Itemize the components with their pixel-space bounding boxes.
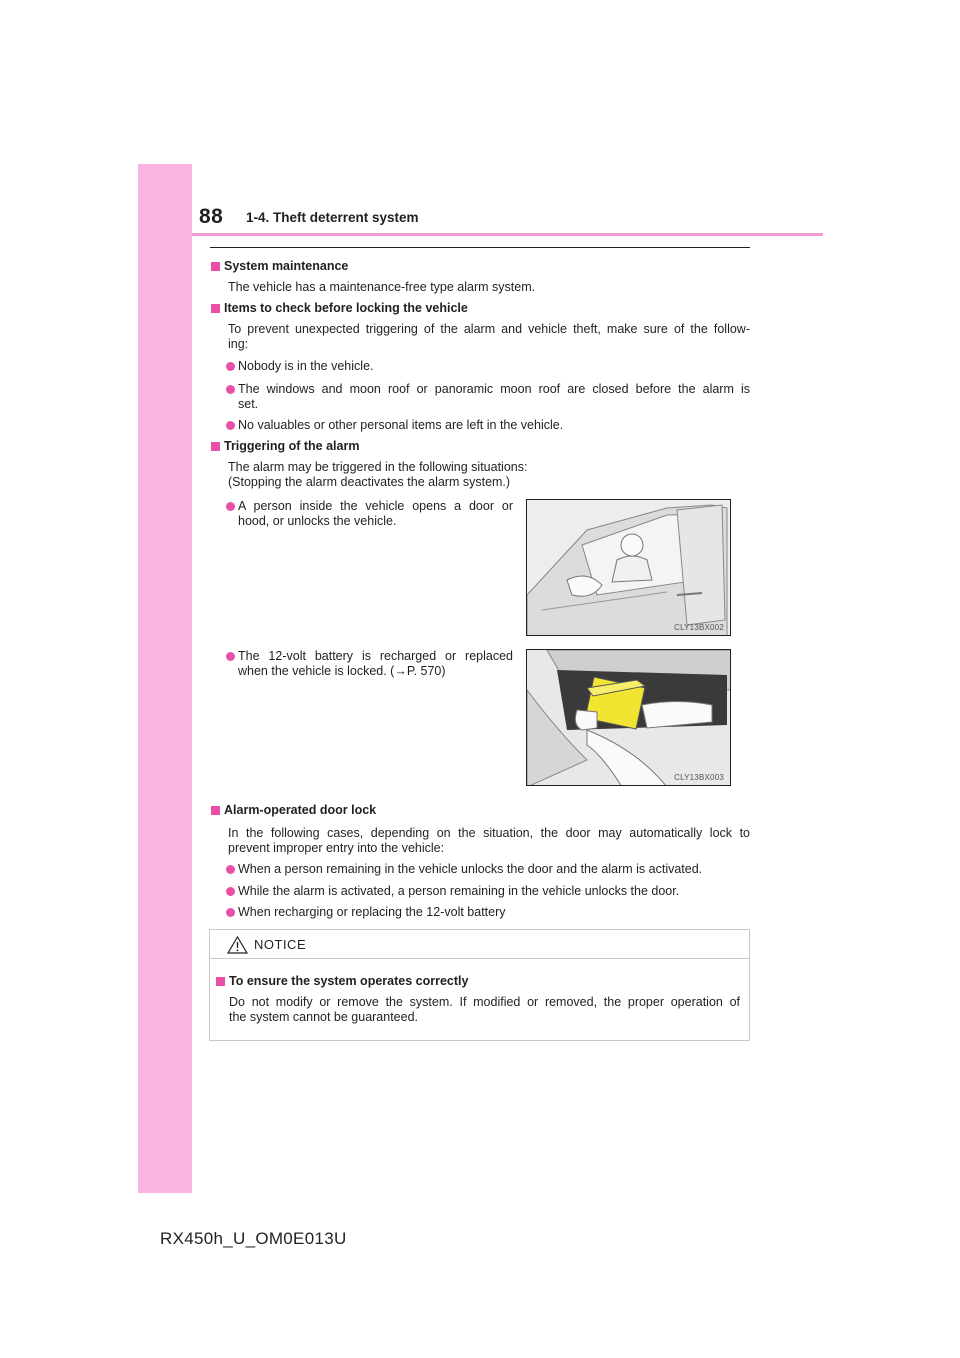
page-number: 88 [199,205,224,228]
bullet-text: when the vehicle is locked. (→P. 570) [238,664,446,678]
bullet-text: When a person remaining in the vehicle unlocks the door and the alarm is activated. [238,862,703,876]
model-code-footer: RX450h_U_OM0E013U [160,1229,347,1248]
notice-text: Do not modify or remove the system. If modified or removed, the proper operation of [229,995,740,1009]
body-text: (Stopping the alarm deactivates the alarm system.) [228,475,511,489]
notice-box [209,929,750,1041]
bullet-text: The 12-volt battery is recharged or replaced [238,649,513,663]
bullet-text: The windows and moon roof or panoramic moon roof are closed before the alarm is [238,382,750,396]
bullet-text: A person inside the vehicle opens a door or [238,499,513,513]
body-text: In the following cases, depending on the situation, the door may automatically lock to [228,826,750,840]
section-heading: Alarm-operated door lock [224,803,377,817]
bullet-text: hood, or unlocks the vehicle. [238,514,397,528]
notice-text: the system cannot be guaranteed. [229,1010,419,1024]
bullet-text: Nobody is in the vehicle. [238,359,374,373]
warning-triangle-icon [227,936,248,954]
battery-replacement-figure [526,649,731,786]
bullet-text: When recharging or replacing the 12-volt battery [238,905,506,919]
body-text: ing: [228,337,249,351]
notice-title: NOTICE [254,937,307,952]
header-rule [192,233,823,236]
body-text: The vehicle has a maintenance-free type alarm system. [228,280,536,294]
heading-square-icon [211,442,220,451]
heading-square-icon [211,304,220,313]
chapter-sidebar [138,164,192,1193]
section-heading: Items to check before locking the vehicle [224,301,468,315]
section-heading: System maintenance [224,259,349,273]
bullet-text: set. [238,397,259,411]
figure-code: CLY13BX002 [674,623,724,632]
figure-code: CLY13BX003 [674,773,724,782]
heading-square-icon [216,977,225,986]
heading-square-icon [211,806,220,815]
section-title: 1-4. Theft deterrent system [246,210,419,225]
body-text: prevent improper entry into the vehicle: [228,841,445,855]
battery-illustration [527,650,731,786]
content-divider [210,247,750,248]
person-opening-door-figure [526,499,731,636]
body-text: The alarm may be triggered in the following situations: [228,460,528,474]
notice-heading: To ensure the system operates correctly [229,974,469,988]
section-heading: Triggering of the alarm [224,439,360,453]
bullet-icon [226,502,235,511]
bullet-text: While the alarm is activated, a person remaining in the vehicle unlocks the door. [238,884,680,898]
car-door-illustration [527,500,731,636]
notice-header [210,930,749,959]
bullet-icon [226,421,235,430]
bullet-icon [226,908,235,917]
bullet-icon [226,865,235,874]
heading-square-icon [211,262,220,271]
body-text: To prevent unexpected triggering of the alarm and vehicle theft, make sure of the follow- [228,322,750,336]
bullet-text: No valuables or other personal items are left in the vehicle. [238,418,564,432]
bullet-icon [226,385,235,394]
bullet-icon [226,652,235,661]
bullet-icon [226,362,235,371]
bullet-icon [226,887,235,896]
